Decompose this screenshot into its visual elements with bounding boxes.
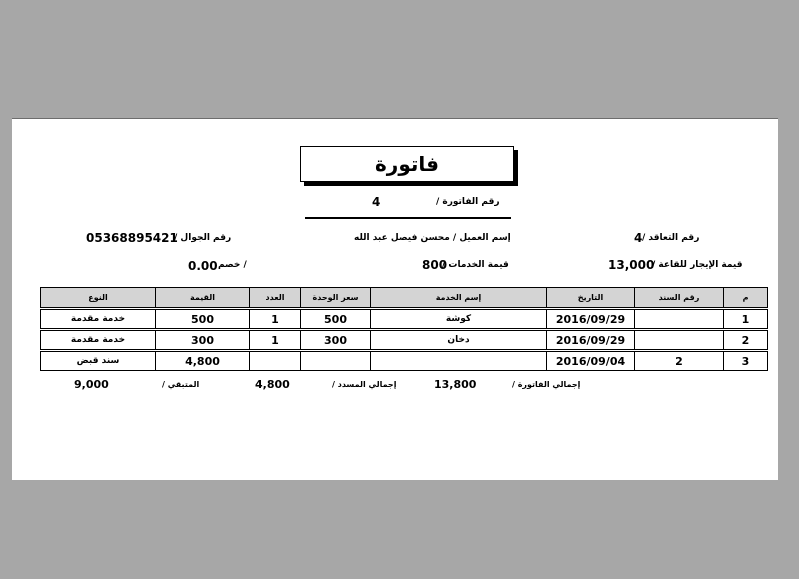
header-voucher-number: رقم السند [635,288,724,308]
services-value: 800 [422,258,448,272]
row-type: خدمة مقدمة [41,331,156,350]
header-amount: القيمة [156,288,250,308]
paid-total-value: 4,800 [255,378,290,391]
invoice-items-table [40,287,768,371]
remaining-value: 9,000 [74,378,109,391]
title-underline [305,217,511,219]
invoice-title: فاتورة [300,146,514,182]
row-type: سند قبض [41,352,156,371]
table-row [41,331,768,350]
mobile-label: رقم الجوال / [174,233,232,243]
row-unit-price: 500 [301,310,371,329]
row-service-name: كوشة [371,310,547,329]
invoice-number-value: 4 [372,195,381,209]
row-index: 1 [724,310,768,329]
header-unit-price: سعر الوحدة [301,288,371,308]
table-row [41,352,768,371]
table-row [41,310,768,329]
row-voucher-number: 2 [635,352,724,371]
row-date: 2016/09/04 [547,352,635,371]
header-service-name: إسم الخدمة [371,288,547,308]
row-quantity: 1 [250,310,301,329]
header-type: النوع [41,288,156,308]
row-amount: 300 [156,331,250,350]
row-voucher-number [635,310,724,329]
row-date: 2016/09/29 [547,310,635,329]
row-index: 2 [724,331,768,350]
paid-total-label: إجمالي المسدد / [332,380,397,389]
rent-label: قيمة الإيجار للقاعة / [652,260,743,270]
row-amount: 500 [156,310,250,329]
contract-number-value: 4 [634,231,643,245]
row-type: خدمة مقدمة [41,310,156,329]
row-date: 2016/09/29 [547,331,635,350]
header-date: التاريخ [547,288,635,308]
invoice-total-value: 13,800 [434,378,477,391]
row-unit-price: 300 [301,331,371,350]
invoice-page [12,118,778,480]
client-name-label: إسم العميل / محسن فيصل عبد الله [354,233,511,243]
remaining-label: المتبقي / [162,380,200,389]
invoice-number-label: رقم الفاتورة / [436,197,500,207]
row-quantity: 1 [250,331,301,350]
row-voucher-number [635,331,724,350]
table-header-row [41,288,768,308]
row-index: 3 [724,352,768,371]
discount-value: 0.00 [188,259,218,273]
discount-label: / خصم [218,260,247,270]
row-service-name [371,352,547,371]
row-quantity [250,352,301,371]
contract-number-label: رقم التعاقد / [642,233,700,243]
services-label: قيمة الخدمات / [442,260,509,270]
invoice-total-label: إجمالي الفاتورة / [512,380,581,389]
header-quantity: العدد [250,288,301,308]
mobile-value: 05368895421 [86,231,178,245]
row-amount: 4,800 [156,352,250,371]
row-service-name: دخان [371,331,547,350]
row-unit-price [301,352,371,371]
header-index: م [724,288,768,308]
rent-value: 13,000 [608,258,655,272]
